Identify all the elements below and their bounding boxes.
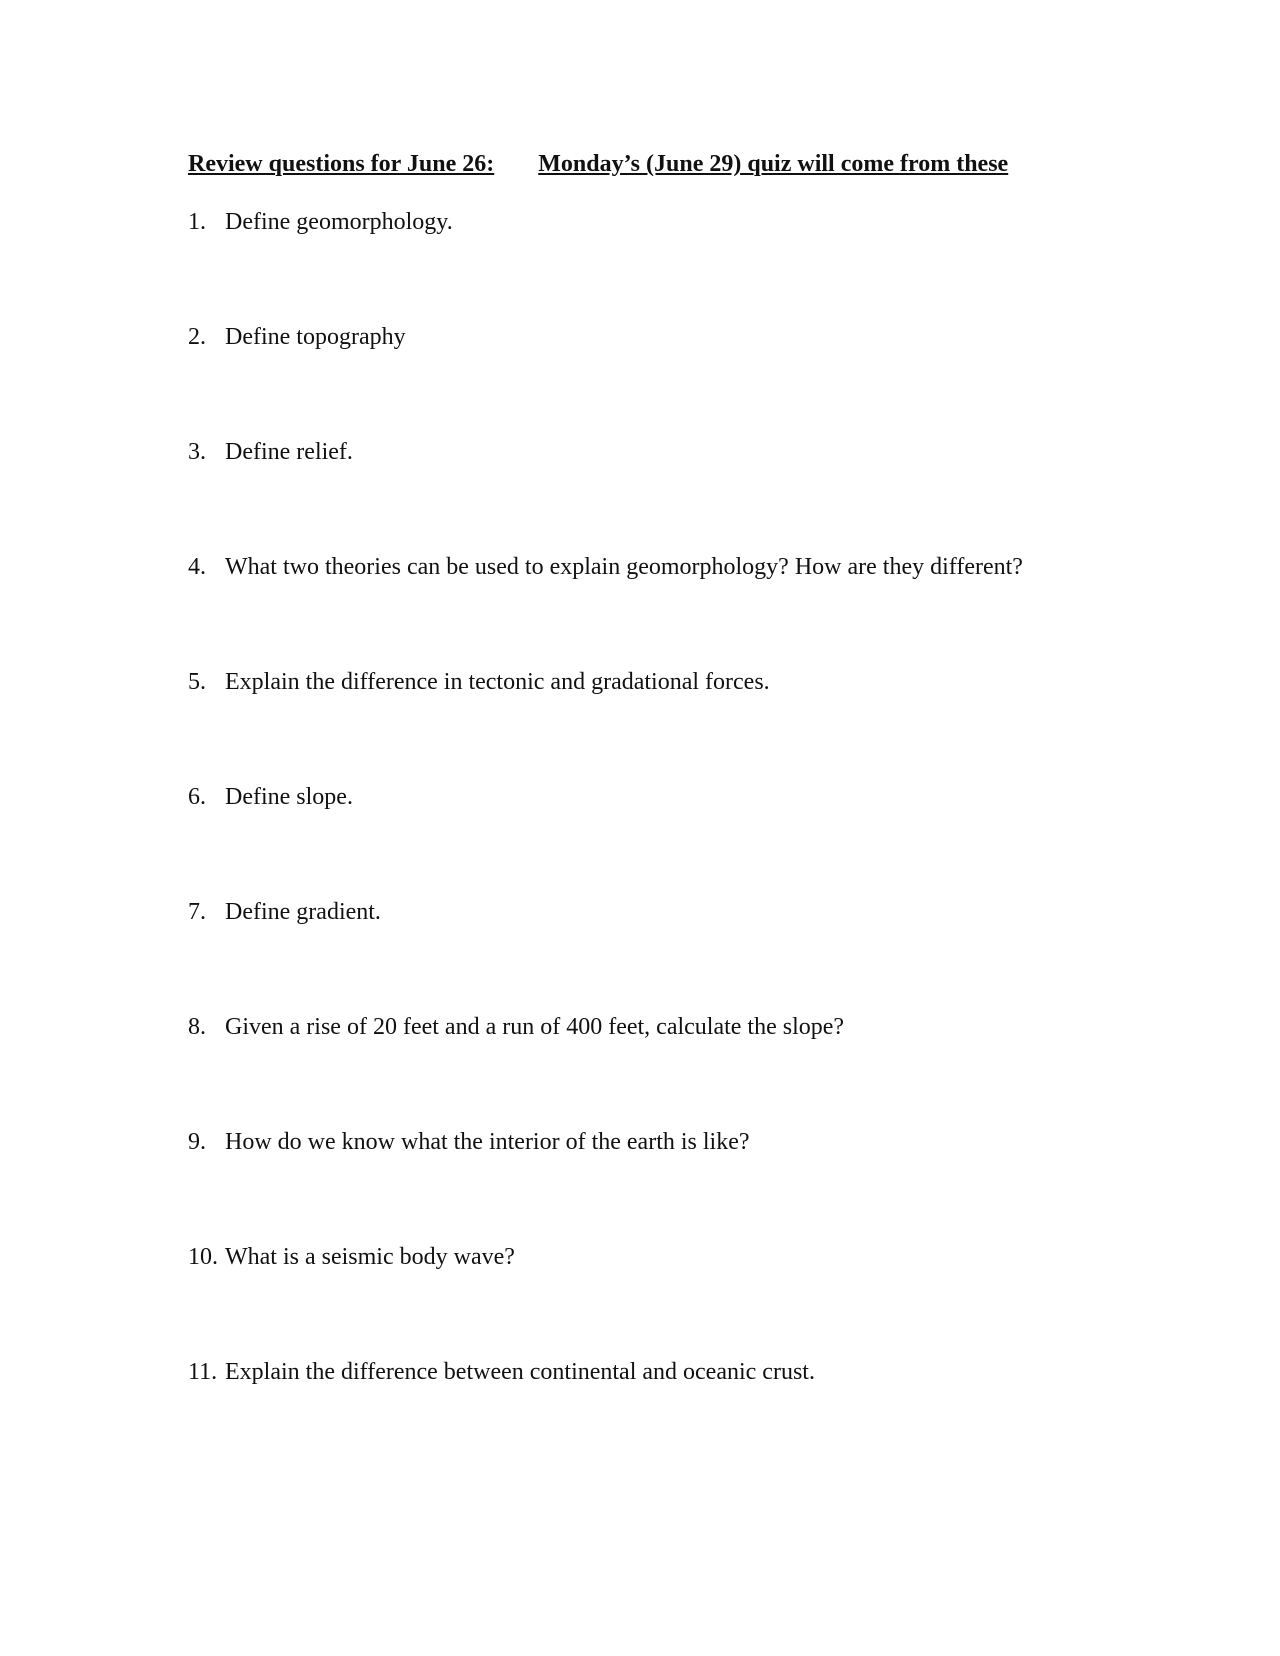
question-item: [188, 667, 1023, 782]
question-item: [188, 1242, 1023, 1357]
question-text: Define geomorphology.: [225, 209, 453, 235]
question-text: Explain the difference in tectonic and gradational forces.: [225, 669, 770, 695]
question-text: Define gradient.: [225, 899, 381, 925]
question-text: Given a rise of 20 feet and a run of 400 feet, calculate the slope?: [225, 1014, 845, 1040]
question-item: [188, 552, 1023, 667]
question-number: 6.: [188, 784, 206, 810]
question-number: 1.: [188, 209, 206, 235]
question-text: Explain the difference between continental and oceanic crust.: [225, 1359, 815, 1385]
question-number: 3.: [188, 439, 206, 465]
title-right: Monday’s (June 29) quiz will come from these: [538, 151, 1009, 177]
question-text: What two theories can be used to explain geomorphology? How are they different?: [225, 554, 1023, 580]
question-number: 4.: [188, 554, 206, 580]
question-number: 11.: [188, 1359, 218, 1385]
question-number: 10.: [188, 1244, 218, 1270]
question-text: Define topography: [225, 324, 406, 350]
question-text: What is a seismic body wave?: [225, 1244, 515, 1270]
question-item: [188, 437, 1023, 552]
title-left: Review questions for June 26:: [188, 151, 495, 177]
question-item: [188, 1127, 1023, 1242]
question-number: 5.: [188, 669, 206, 695]
question-number: 9.: [188, 1129, 206, 1155]
question-list: [188, 207, 1023, 1472]
question-item: [188, 782, 1023, 897]
question-number: 7.: [188, 899, 206, 925]
question-text: Define slope.: [225, 784, 353, 810]
question-text: How do we know what the interior of the earth is like?: [225, 1129, 750, 1155]
question-item: [188, 897, 1023, 1012]
question-number: 8.: [188, 1014, 206, 1040]
question-number: 2.: [188, 324, 206, 350]
page-title: [188, 149, 1008, 179]
question-item: [188, 1012, 1023, 1127]
question-item: [188, 1357, 1023, 1472]
question-text: Define relief.: [225, 439, 353, 465]
question-item: [188, 322, 1023, 437]
question-item: [188, 207, 1023, 322]
